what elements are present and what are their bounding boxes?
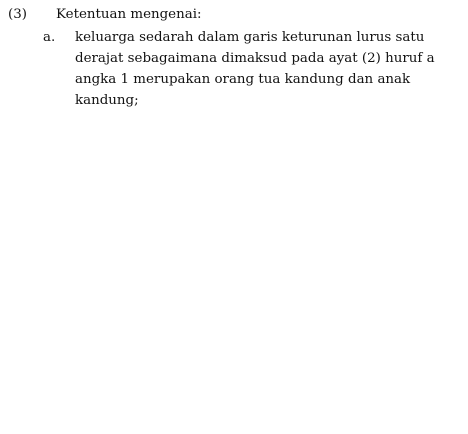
item-a-marker: a.	[43, 30, 56, 45]
item-a-line-4: kandung;	[75, 93, 139, 108]
item-a-line-2: derajat sebagaimana dimaksud pada ayat (2) huruf a	[75, 51, 435, 66]
item-a-line-3: angka 1 merupakan orang tua kandung dan anak	[75, 72, 411, 87]
section-heading: Ketentuan mengenai:	[56, 7, 202, 22]
item-a-line-1: keluarga sedarah dalam garis keturunan lurus satu	[75, 30, 425, 45]
section-number: (3)	[8, 7, 27, 22]
